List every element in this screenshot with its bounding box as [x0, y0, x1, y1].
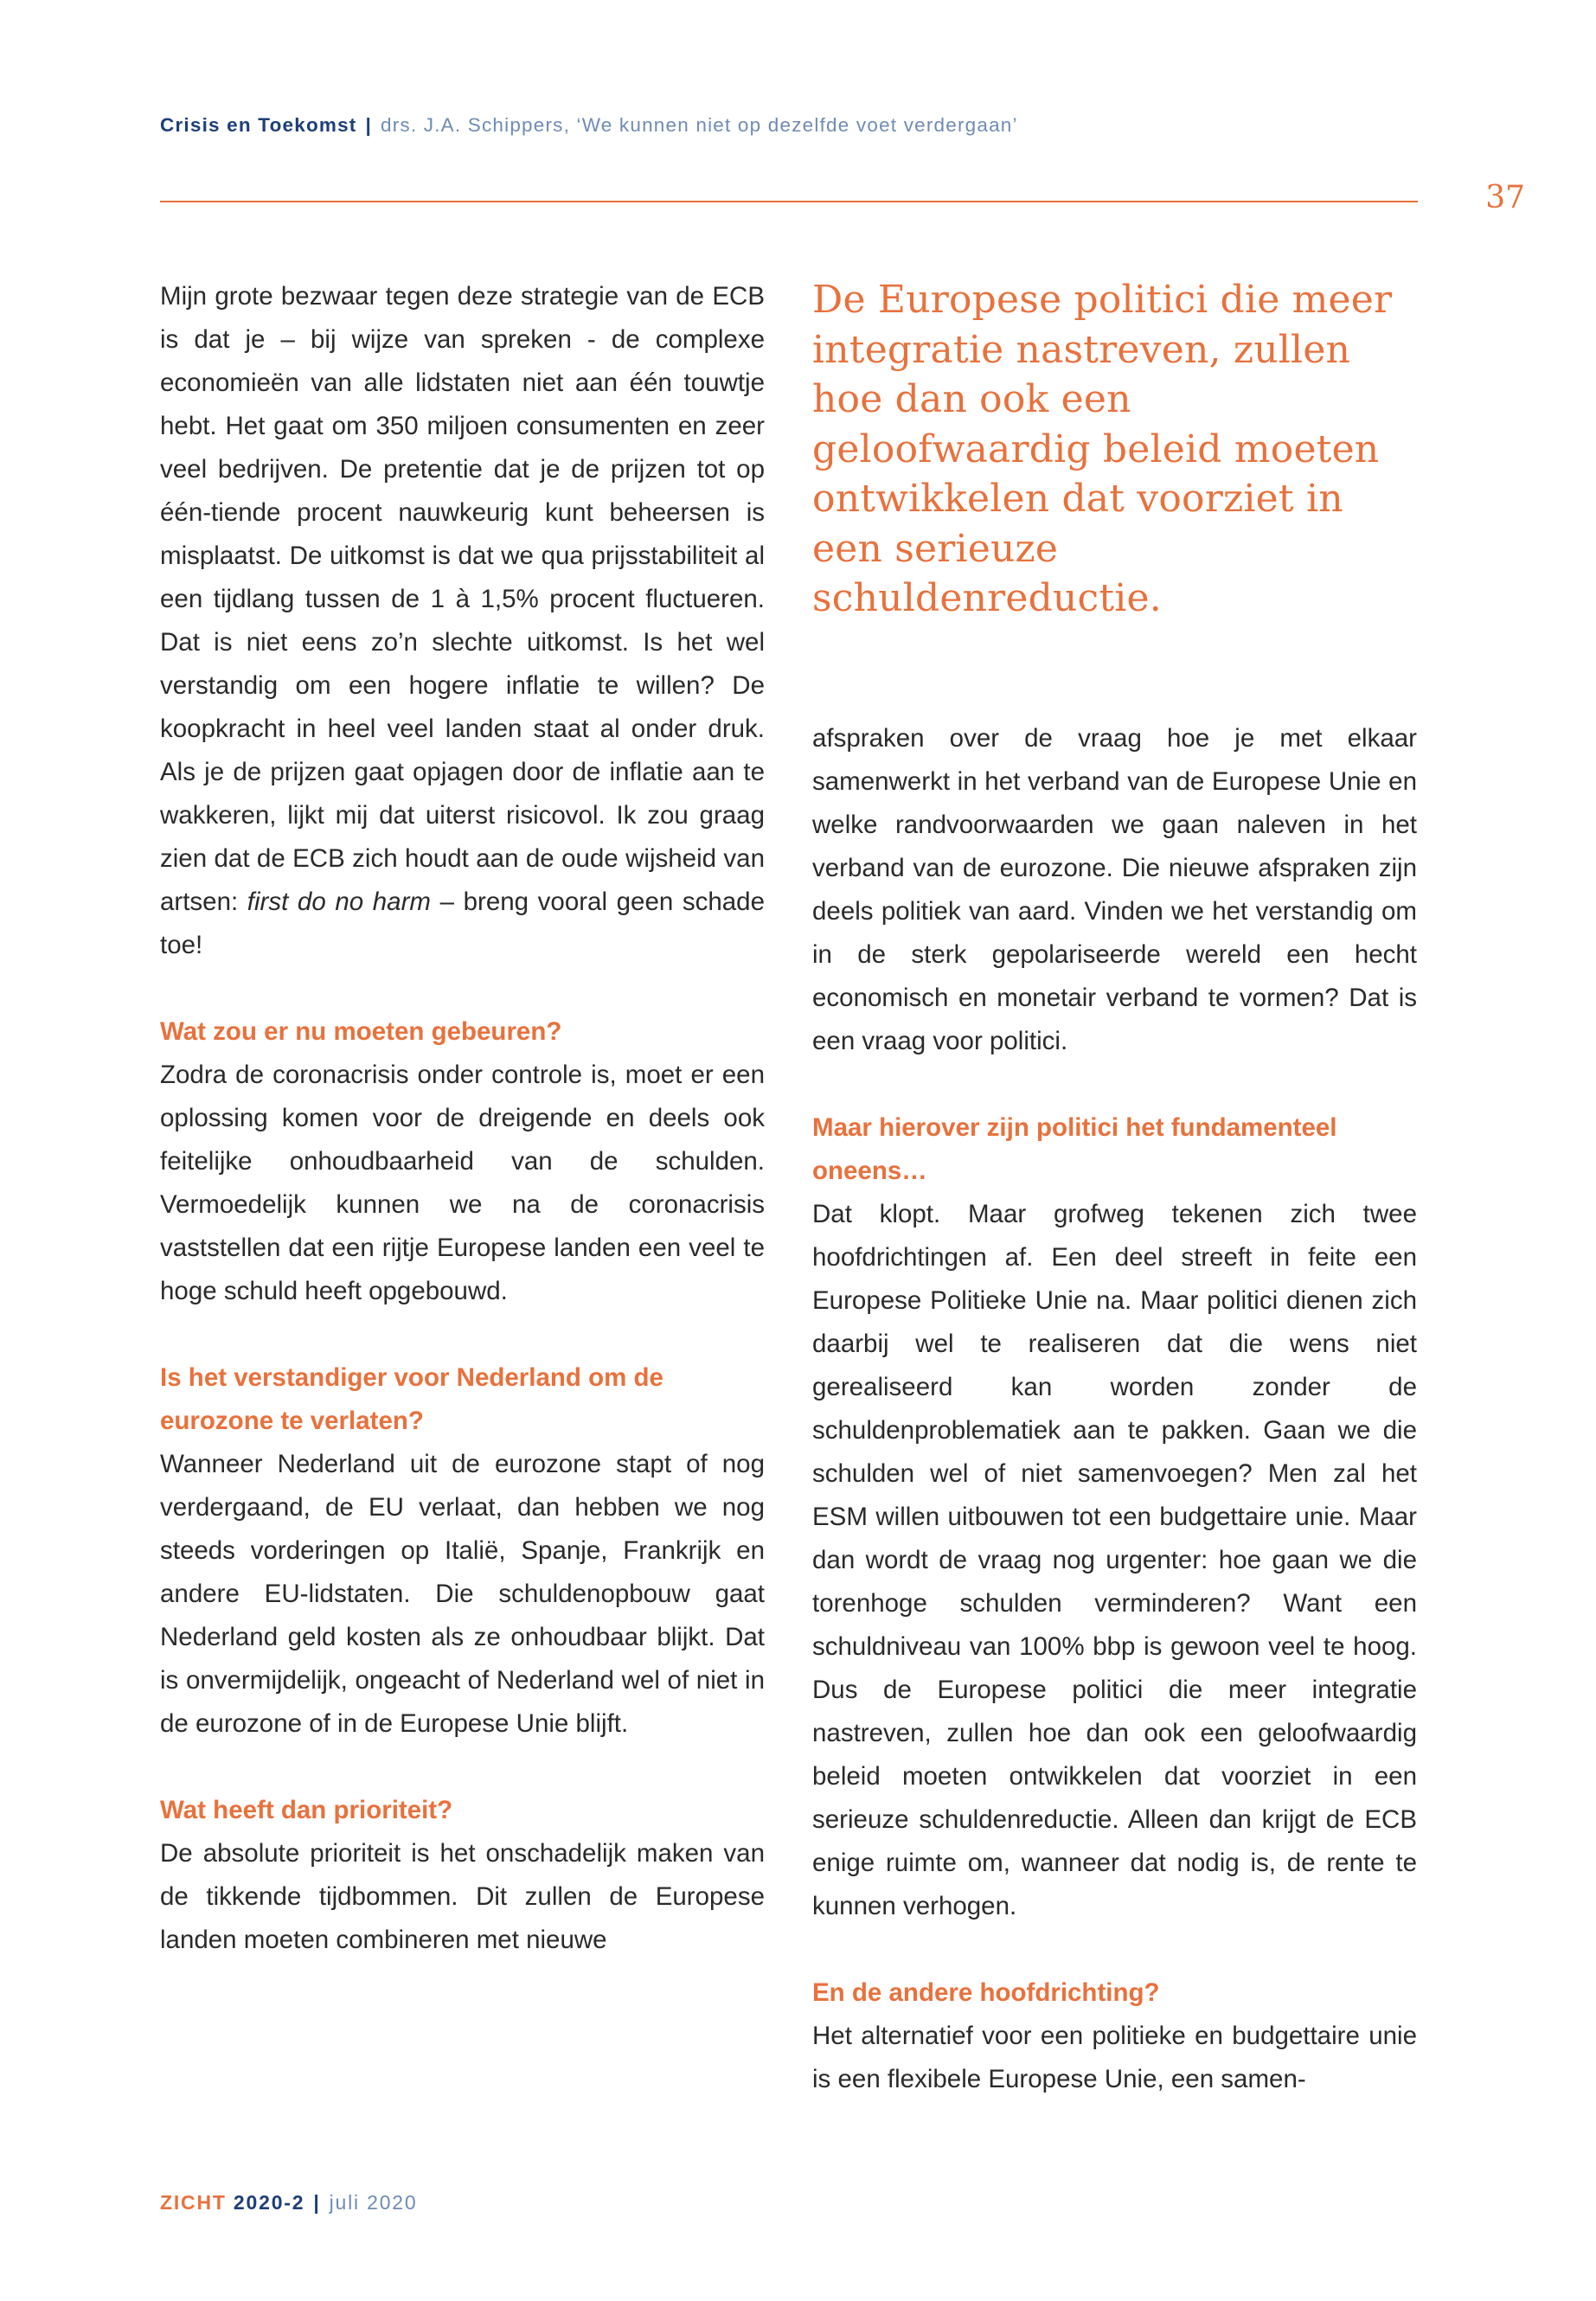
left-column: [160, 275, 765, 1962]
article-author-title: drs. J.A. Schippers, ‘We kunnen niet op dezelfde voet verdergaan’: [381, 114, 1018, 136]
question-heading-1: Wat zou er nu moeten gebeuren?: [160, 1017, 562, 1046]
pull-quote-spacer: [812, 624, 1417, 717]
question-heading-4: Maar hierover zijn politici het fundamenteel oneens…: [812, 1112, 1337, 1185]
intro-text: Mijn grote bezwaar tegen deze strategie van de ECB is dat je – bij wijze van spreken - de complexe economieën van alle lidstaten niet aan één touwtje hebt. Het gaat om 350 miljoen consumenten en zeer veel bedrijven. De pretentie dat je de prijzen tot op één-tiende procent nauwkeurig kunt beheersen is misplaatst. De uitkomst is dat we qua prijsstabiliteit al een tijdlang tussen de 1 à 1,5% procent fluctueren. Dat is niet eens zo’n slechte uitkomst. Is het wel verstandig om een hogere inflatie te willen? De koopkracht in heel veel landen staat al onder druk. Als je de prijzen gaat opjagen door de inflatie aan te wakkeren, lijkt mij dat uiterst risicovol. Ik zou graag zien dat de ECB zich houdt aan de oude wijsheid van artsen:: [160, 282, 765, 916]
series-title: Crisis en Toekomst: [160, 114, 357, 136]
intro-end-text: – breng vooral geen schade toe!: [160, 888, 765, 959]
right-column: [812, 275, 1417, 2101]
answer-paragraph-3: De absolute prioriteit is het onschadelijk maken van de tikkende tijdbommen. Dit zullen de Europese landen moeten combineren met nieuwe: [160, 1839, 765, 1954]
answer-paragraph-1: Zodra de coronacrisis onder controle is, moet er een oplossing komen voor de dreigende en deels ook feitelijke onhoudbaarheid van de schulden. Vermoedelijk kunnen we na de coronacrisis vaststellen dat een rijtje Europese landen een veel te hoge schuld heeft opgebouwd.: [160, 1061, 765, 1305]
continuation-paragraph: afspraken over de vraag hoe je met elkaar samenwerkt in het verband van de Europese Unie en welke randvoorwaarden we gaan naleven in het verband van de eurozone. Die nieuwe afspraken zijn deels politiek van aard. Vinden we het verstandig om in de sterk gepolariseerde wereld een hecht economisch en monetair verband te vormen? Dat is een vraag voor politici.: [812, 723, 1417, 1055]
magazine-name: ZICHT: [160, 2191, 227, 2214]
answer-paragraph-4: Dat klopt. Maar grofweg tekenen zich twee hoofdrichtingen af. Een deel streeft in feite een Europese Politieke Unie na. Maar politici dienen zich daarbij wel te realiseren dat die wens niet gerealiseerd kan worden zonder de schuldenproblematiek aan te pakken. Gaan we die schulden wel of niet samenvoegen? Men zal het ESM willen uitbouwen tot een budgettaire unie. Maar dan wordt de vraag nog urgenter: hoe gaan we die torenhoge schulden verminderen? Want een schuldniveau van 100% bbp is gewoon veel te hoog. Dus de Europese politici die meer integratie nastreven, zullen hoe dan ook een geloofwaardig beleid moeten ontwikkelen dat voorziet in een serieuze schuldenreductie. Alleen dan krijgt de ECB enige ruimte om, wanneer dat nodig is, de rente te kunnen verhogen.: [812, 1199, 1417, 1920]
pull-quote: De Europese politici die meer integratie nastreven, zullen hoe dan ook een geloofwaardig beleid moeten ontwikkelen dat voorziet in een serieuze schuldenreductie.: [812, 278, 1393, 620]
question-heading-2: Is het verstandiger voor Nederland om de eurozone te verlaten?: [160, 1363, 663, 1435]
footer-separator: |: [313, 2191, 321, 2214]
answer-paragraph-5: Het alternatief voor een politieke en budgettaire unie is een flexibele Europese Unie, een samen-: [812, 2021, 1417, 2093]
issue-number: 2020-2: [233, 2191, 305, 2214]
question-heading-5: En de andere hoofdrichting?: [812, 1977, 1160, 2007]
issue-date: juli 2020: [329, 2191, 418, 2214]
answer-paragraph-2: Wanneer Nederland uit de eurozone stapt of nog verdergaand, de EU verlaat, dan hebben we nog steeds vorderingen op Italië, Spanje, Frankrijk en andere EU-lidstaten. Die schuldenopbouw gaat Nederland geld kosten als ze onhoudbaar blijkt. Dat is onvermijdelijk, ongeacht of Nederland wel of niet in de eurozone of in de Europese Unie blijft.: [160, 1450, 765, 1738]
header-separator: |: [365, 114, 372, 136]
intro-italic-phrase: first do no harm: [247, 888, 431, 916]
intro-paragraph: [160, 275, 765, 967]
question-heading-3: Wat heeft dan prioriteit?: [160, 1796, 453, 1824]
footer: [160, 2191, 417, 2214]
header-divider: [160, 201, 1418, 202]
running-header: [160, 114, 1423, 137]
page-number: 37: [1485, 180, 1525, 215]
